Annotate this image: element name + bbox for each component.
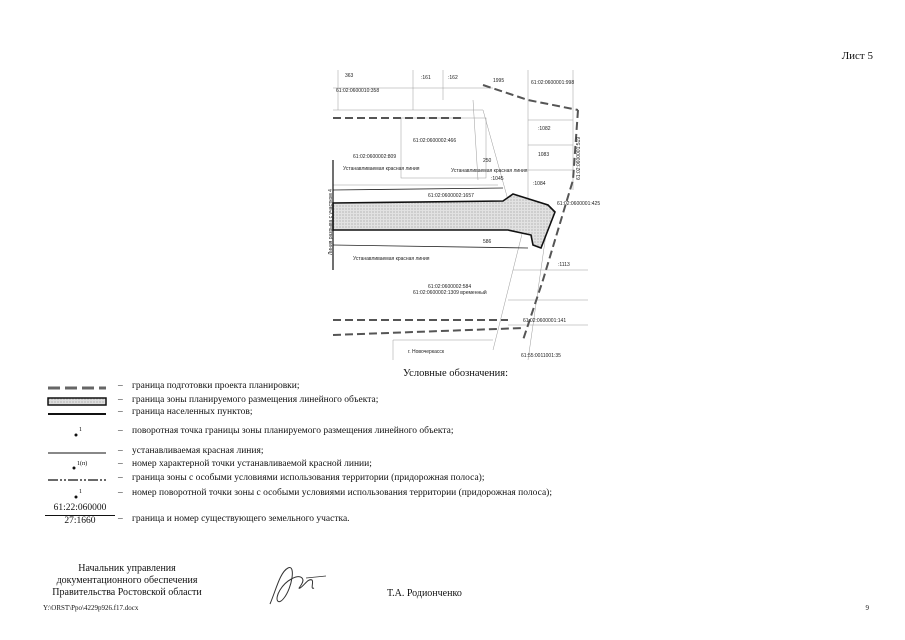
legend-item: – граница и номер существующего земельного участка. [118, 514, 350, 524]
legend-item: 1 – номер поворотной точки зоны с особыми условиями использования территории (придорожная полоса); [40, 488, 660, 502]
legend-item: – граница населенных пунктов; [40, 407, 660, 421]
map-label: 61:02:0600001:998 [531, 80, 575, 86]
file-path: Y:\ORST\Ppo\4229p926.f17.docx [43, 604, 139, 612]
roadside-point-symbol [48, 488, 106, 502]
legend-item: – граница подготовки проекта планировки; [40, 381, 660, 395]
map-label: :1113 [558, 262, 570, 268]
turn-point-symbol [48, 426, 106, 440]
map-label: Линия разрыва с участком 4 [328, 189, 334, 255]
map-label: 61:02:0600002:466 [413, 138, 457, 144]
handwritten-signature [262, 560, 332, 612]
settlement-boundary-symbol [48, 407, 106, 421]
map-label: 61:02:0600002:1657 [428, 193, 474, 199]
roadside-zone-symbol [48, 473, 106, 487]
map-label: г. Новочеркасск [408, 349, 445, 355]
signer-name: Т.А. Родионченко [387, 588, 462, 599]
map-label: :1082 [538, 126, 551, 132]
parcel-number-bottom: 27:1660 [45, 515, 115, 526]
map-label: 250 [483, 158, 492, 164]
legend-item: – граница зоны планируемого размещения линейного объекта; [40, 395, 660, 409]
map-label: 363 [345, 73, 354, 79]
map-label: Устанавливаемая красная линия [451, 168, 528, 174]
svg-text:1: 1 [79, 427, 82, 433]
map-label: 61:02:0600002:809 [353, 154, 397, 160]
sheet-number: Лист 5 [841, 50, 873, 62]
map-label: Устанавливаемая красная линия [343, 166, 420, 172]
legend-item: 1 – поворотная точка границы зоны планируемого размещения линейного объекта; [40, 426, 660, 440]
legend-item: – устанавливаемая красная линия; [40, 446, 660, 460]
planning-map [328, 70, 601, 360]
page-number: 9 [865, 604, 869, 612]
svg-text:1(п): 1(п) [77, 461, 88, 467]
svg-text:1: 1 [79, 489, 82, 495]
map-label: 586 [483, 239, 492, 245]
map-label: :1045 [491, 176, 504, 182]
map-label: :161 [421, 75, 431, 81]
map-label: 61:02:0600010:358 [336, 88, 380, 94]
map-label: :162 [448, 75, 458, 81]
red-line-point-symbol [48, 459, 106, 473]
map-label: 61:02:0600001:425 [557, 201, 601, 207]
map-label: 61:02:0600001:519 [576, 136, 582, 180]
red-line-symbol [48, 446, 106, 460]
zone-polygon [333, 194, 555, 248]
legend-item: – граница зоны с особыми условиями использования территории (придорожная полоса); [40, 473, 660, 487]
map-label: 61:55:0011001:35 [521, 353, 561, 359]
map-label: 1083 [538, 152, 550, 158]
map-label: :1084 [533, 181, 546, 187]
planning-boundary-symbol [48, 381, 106, 395]
parcel-number-top: 61:22:060000 [53, 503, 107, 513]
map-label: 1995 [493, 78, 505, 84]
map-label: Устанавливаемая красная линия [353, 256, 430, 262]
legend-title: Условные обозначения: [403, 368, 509, 379]
signatory-position: Начальник управления документационного обеспечения Правительства Ростовской области [52, 563, 202, 598]
map-label: 61:02:0600002:1309 временный [413, 290, 487, 296]
map-label: 61:02:0600001:141 [523, 318, 567, 324]
legend-item: 1(п) – номер характерной точки устанавливаемой красной линии; [40, 459, 660, 473]
map-label: 61:02:0600002:584 [428, 284, 472, 290]
